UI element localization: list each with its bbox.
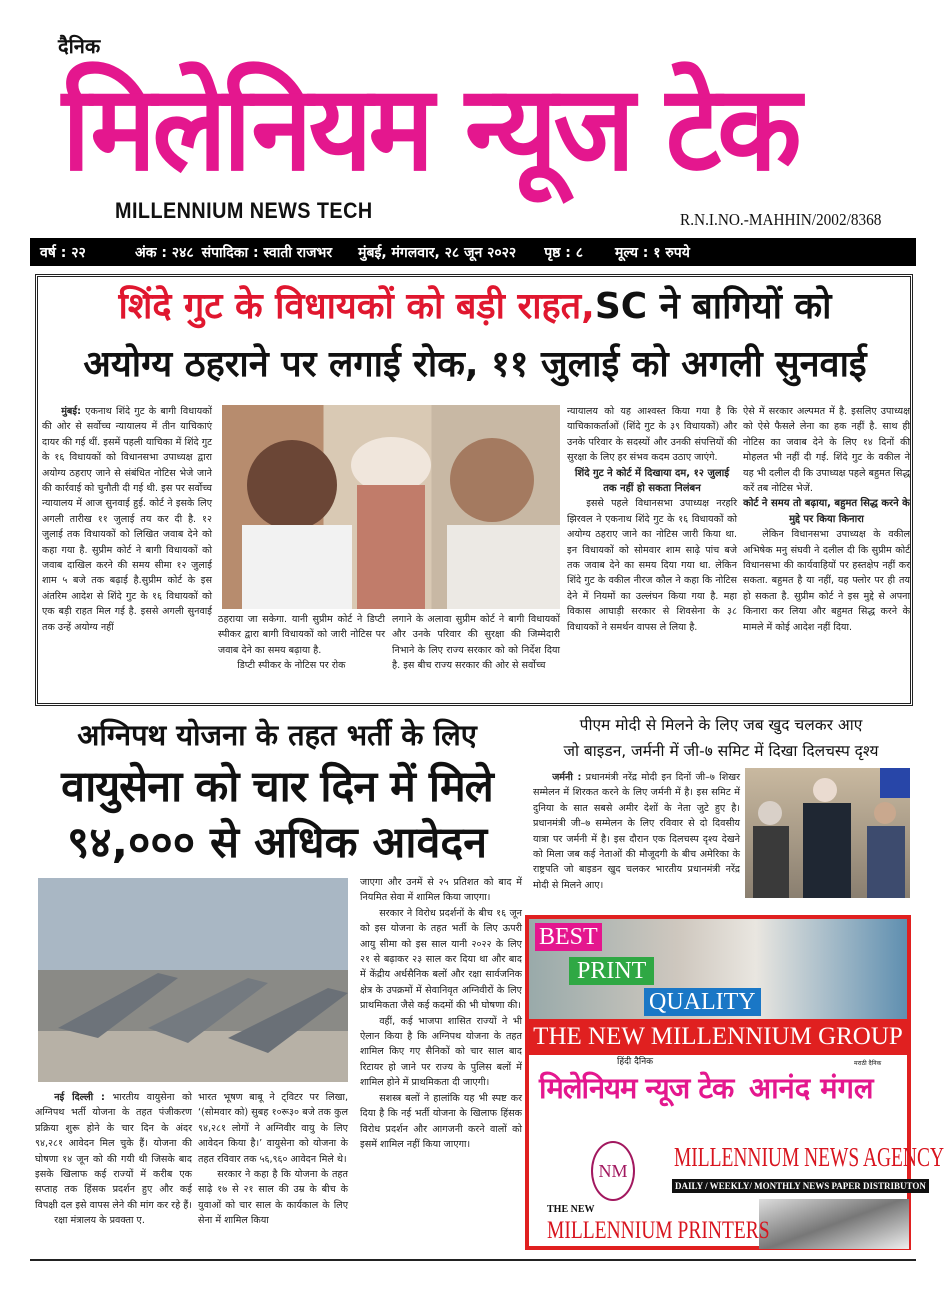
lead-column-3: [392, 612, 560, 674]
modi-article: [533, 770, 740, 893]
rni-number: R.N.I.NO.-MAHHIN/2002/8368: [680, 210, 882, 229]
dateline-place: मुंबई:: [61, 406, 81, 417]
article-text: रक्षा मंत्रालय के प्रवक्ता ए.: [54, 1215, 145, 1227]
dateline-place: नई दिल्ली :: [54, 1092, 105, 1103]
lead-headline-red: शिंदे गुट के विधायकों को बड़ी राहत,: [118, 286, 595, 327]
article-text: ऐसे में सरकार अल्पमत में है. इसलिए उपाध्यक्ष को ऐसे फैसले लेना का हक नहीं है. साथ ही नोटिस का जवाब देने के लिए १४ दिनों की मोहलत भी नहीं दी गई. शिंदे गुट के वकील ने यह भी दलील दी कि उपाध्यक्ष पहले बहुमत सिद्ध करें तब नोटिस भेजें.: [743, 406, 911, 495]
agnipath-headline-3: ९४,००० से अधिक आवेदन: [66, 818, 488, 868]
article-text: लेकिन विधानसभा उपाध्यक्ष के वकील अभिषेक मनु संघवी ने दलील दी कि सुप्रीम कोर्ट विधानसभा की कार्यवाहियों पर हस्तक्षेप नहीं कर सकता. बहुमत है या नहीं, यह फ्लोर पर ही तय हो सकता है. सुप्रीम कोर्ट ने इस मुद्दे से अपना किनारा कर लिया और बहुमत सिद्ध करने के मामले में कोई आदेश नहीं दिया.: [743, 529, 910, 633]
lead-column-5: [743, 404, 910, 635]
modi-headline-line2: जो बाइडन, जर्मनी में जी-७ समिट में दिखा दिलचस्प दृश्य: [563, 742, 879, 760]
ad-print: PRINT: [569, 957, 654, 985]
agnipath-headline-2: वायुसेना को चार दिन में मिले: [61, 762, 493, 812]
fighter-jets-photo: [38, 878, 348, 1082]
masthead-title: मिलेनियम न्यूज टेक: [62, 59, 798, 197]
info-bar: [30, 238, 916, 266]
agnipath-column-1: [35, 1090, 192, 1229]
article-text: लगाने के अलावा सुप्रीम कोर्ट ने बागी विधायकों और उनके परिवार की सुरक्षा की जिम्मेदारी निभाने के लिए राज्य सरकार को को निर्देश दिया है. इस बीच राज्य सरकार की ओर से सर्वोच्च: [392, 614, 560, 672]
article-text: प्रधानमंत्री नरेंद्र मोदी इन दिनों जी–७ शिखर सम्मेलन में शिरकत करने के लिए जर्मनी में है। इस समिट में दुनिया के सात सबसे अमीर देशों के नेता जुटे हुए है। प्रधानमंत्री जी–७ सम्मेलन के लिए रविवार से दो दिवसीय यात्रा पर जर्मनी में है। इस दौरान एक दिलचस्प दृश्य देखने को मिला जब कई नेताओं की मौजूदगी के बीच अमेरिका के राष्ट्रपति जो बाइडन खुद चलकर भारतीय प्रधानमंत्री नरेंद्र मोदी से मिलने आए।: [533, 772, 740, 891]
lead-headline: [40, 282, 910, 332]
article-text: डिप्टी स्पीकर के नोटिस पर रोक: [237, 660, 346, 672]
lead-headline-black: SC ने बागियों को: [594, 286, 832, 327]
agnipath-headline-1: अग्निपथ योजना के तहत भर्ती के लिए: [77, 718, 477, 752]
article-text: न्यायालय को यह आश्वस्त किया गया है कि याचिकाकर्ताओं (शिंदे गुट के ३९ विधायकों) और उनके परिवार के सदस्यों और उनकी संपत्तियों की सुरक्षा के लिए हर संभव कदम उठाए जाएंगे.: [567, 406, 737, 464]
ad-printers: MILLENNIUM PRINTERS: [547, 1217, 770, 1244]
subheading: कोर्ट ने समय तो बढ़ाया, बहुमत सिद्ध करने के मुद्दे पर किया किनारा: [743, 498, 910, 525]
leaders-illustration: [745, 768, 910, 898]
dateline: मुंबई, मंगलवार, २८ जून २०२२: [358, 244, 517, 261]
article-text: सरकार ने कहा है कि योजना के तहत साढ़े १७ से २१ साल की उम्र के बीच के युवाओं को चार साल के कार्यकाल के लिए सेना में शामिल किया: [198, 1169, 348, 1227]
ad-newspapers-photo: [759, 1199, 909, 1249]
ad-hindi-paper: मिलेनियम न्यूज टेक: [539, 1071, 734, 1105]
jets-illustration: [38, 878, 348, 1082]
editor: संपादिका : स्वाती राजभर: [201, 244, 333, 261]
article-text: इससे पहले विधानसभा उपाध्यक्ष नरहरि झिरवल ने एकनाथ शिंदे गुट के १६ विधायकों को अयोग्य ठहराए जाने का नोटिस जारी किया था. इन विधायकों को सोमवार शाम साढ़े पांच बजे तक जवाब देने का समय दिया गया था. लेकिन शिंदे गुट के वकील नीरज कौल ने कहा कि नोटिस देने में नियमों का उल्लंघन किया गया है. महा विकास आघाड़ी सरकार से शिवसेना के ३८ विधायकों ने समर्थन वापस ले लिया है.: [567, 498, 737, 633]
masthead-english: MILLENNIUM NEWS TECH: [115, 198, 373, 223]
issue: अंक : २४८: [135, 244, 194, 261]
bottom-rule: [30, 1259, 916, 1261]
dateline-place: जर्मनी :: [552, 772, 582, 783]
modi-headline-line1: पीएम मोदी से मिलने के लिए जब खुद चलकर आए: [579, 716, 863, 734]
advertisement: [525, 915, 944, 1250]
ad-nm-logo: NM: [591, 1141, 635, 1201]
ad-hindi-label: हिंदी दैनिक: [617, 1057, 654, 1067]
ad-group-name: THE NEW MILLENNIUM GROUP: [529, 1019, 907, 1055]
agnipath-column-3: [360, 875, 522, 1152]
lead-column-2: [218, 612, 385, 674]
article-text: ठहराया जा सकेगा. यानी सुप्रीम कोर्ट ने डिप्टी स्पीकर द्वारा बागी विधायकों को जारी नोटिस पर जवाब देने का समय बढ़ाया है.: [218, 614, 385, 656]
lead-column-4: [567, 404, 737, 635]
lead-headline-line2: अयोग्य ठहराने पर लगाई रोक, ११ जुलाई को अगली सुनवाई: [83, 344, 867, 385]
lead-photo-illustration: [222, 405, 560, 609]
modi-biden-photo: [745, 768, 910, 898]
article-text: वहीं, कई भाजपा शासित राज्यों ने भी ऐलान किया है कि अग्निपथ योजना के तहत शामिल किए गए सैनिकों को चार साल बाद रिटायर हो जाने पर राज्य के पुलिस बलों में शामिल होने में प्राथमिकता दी जाएगी।: [360, 1015, 522, 1089]
article-text: सशस्त्र बलों ने हालांकि यह भी स्पष्ट कर दिया है कि नई भर्ती योजना के खिलाफ हिंसक विरोध प्रदर्शन और आगजनी करने वालों को इसमें शामिल नहीं किया जाएगा।: [360, 1092, 522, 1150]
price: मूल्य : १ रुपये: [615, 244, 690, 261]
ad-marathi-paper: आनंद मंगल: [749, 1071, 874, 1105]
subheading: शिंदे गुट ने कोर्ट में दिखाया दम, १२ जुलाई तक नहीं हो सकता निलंबन: [574, 467, 730, 495]
masthead-daily: दैनिक: [58, 34, 101, 58]
lead-column-1: [42, 404, 212, 635]
agnipath-column-2: [198, 1090, 348, 1229]
article-text: एकनाथ शिंदे गुट के बागी विधायकों की ओर से सर्वोच्च न्यायालय में तीन याचिकाएं दायर की गई थीं. इसमें पहली याचिका में शिंदे गुट के १६ विधायकों को विधानसभा उपाध्यक्ष द्वारा अयोग्य ठहराए जाने से संबंधित नोटिस भेजे जाने की कार्रवाई को चुनौती दी गई थी. इस पर सर्वोच्च न्यायालय में आज सुनवाई हुई. कोर्ट ने इसके लिए अगली तारीख ११ जुलाई तय कर दी है. १२ जुलाई तक विधायकों को लिखित जवाब देने को कहा गया है. सुप्रीम कोर्ट ने बागी विधायकों को जवाब दाखिल करने की समय सीमा १२ जुलाई शाम ५ बजे तक बढ़ाई है.सुप्रीम कोर्ट के इस अंतरिम आदेश से शिंदे गुट के १६ विधायकों को एक बड़ी राहत मिल गई है. इससे अगली सुनवाई तक उन्हें अयोग्य नहीं: [42, 406, 212, 633]
ad-best: BEST: [535, 923, 602, 951]
page-number: पृष्ठ : ८: [544, 244, 584, 261]
article-text: सरकार ने विरोध प्रदर्शनों के बीच १६ जून को इस योजना के तहत भर्ती के लिए ऊपरी आयु सीमा को इस साल यानी २०२२ के लिए २१ से बढ़ाकर २३ साल कर दिया था और बाद में केंद्रीय अर्धसैनिक बलों और रक्षा सार्वजनिक क्षेत्र के उपक्रमों में सेवानिवृत अग्निवीरों के लिए प्राथमिकता जैसे कई कदमों की भी घोषणा की।: [360, 907, 522, 1012]
article-text: जाएगा और उनमें से २५ प्रतिशत को बाद में नियमित सेवा में शामिल किया जाएगा।: [360, 877, 522, 904]
article-text: भारतीय वायुसेना को अग्निपथ भर्ती योजना के तहत पंजीकरण प्रक्रिया शुरू होने के चार दिन के अंदर ९४,२८१ आवेदन मिल चुके हैं। योजना की घोषणा १४ जून को की गयी थी जिसके बाद इसके खिलाफ कई राज्यों में करीब एक सप्ताह तक हिंसक प्रदर्शन हुए और कई विपक्षी दल इसे वापस लेने की मांग कर रहे हैं।: [35, 1092, 192, 1211]
lead-photo: [222, 405, 560, 609]
ad-quality: QUALITY: [644, 988, 761, 1016]
ad-printers-small: THE NEW: [547, 1204, 595, 1215]
ad-agency: MILLENNIUM NEWS AGENCY: [674, 1142, 944, 1172]
year: वर्ष : २२: [40, 244, 86, 261]
ad-marathi-label: मराठी दैनिक: [854, 1060, 882, 1067]
modi-headline: [528, 712, 914, 764]
article-text: भारत भूषण बाबू ने ट्विटर पर लिखा, ‘(सोमवार को) सुबह १०रू३० बजे तक कुल ९४,२८१ लोगों ने अग्निवीर वायु के लिए आवेदन किया है।’ वायुसेना को योजना के तहत रविवार तक ५६,९६० आवेदन मिले थे।: [198, 1092, 348, 1165]
ad-distribution: DAILY / WEEKLY/ MONTHLY NEWS PAPER DISTRIBUTON: [672, 1179, 929, 1193]
